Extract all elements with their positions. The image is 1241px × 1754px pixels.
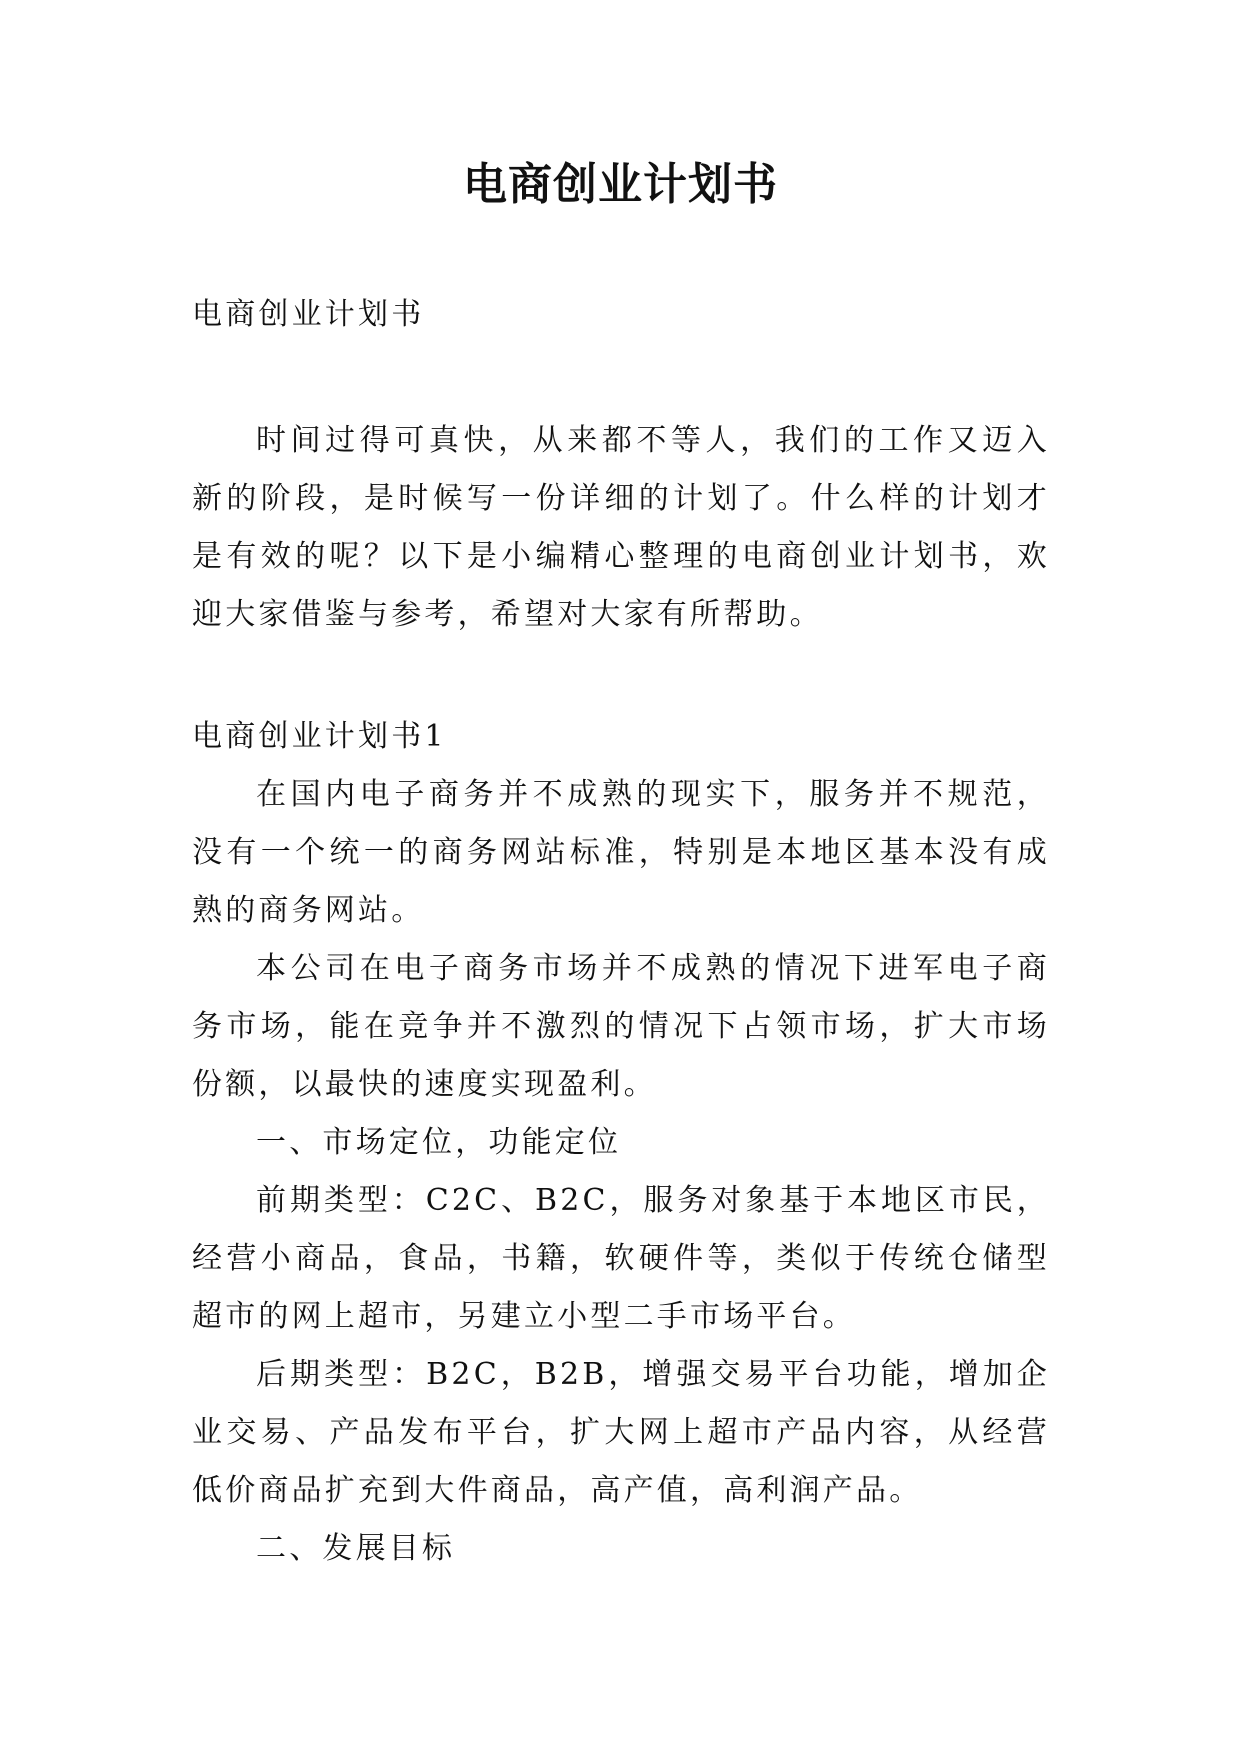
body-paragraph: 前期类型：C2C、B2C，服务对象基于本地区市民，经营小商品，食品，书籍，软硬件等，类似于传统仓储型超市的网上超市，另建立小型二手市场平台。	[192, 1183, 1050, 1334]
section-subheading: 二、发展目标	[256, 1531, 456, 1566]
body-paragraph: 本公司在电子商务市场并不成熟的情况下进军电子商务市场，能在竞争并不激烈的情况下占领市场，扩大市场份额，以最快的速度实现盈利。	[192, 951, 1050, 1102]
section-subheading: 一、市场定位，功能定位	[256, 1125, 622, 1160]
section-heading: 电商创业计划书1	[192, 719, 447, 754]
intro-paragraph: 时间过得可真快，从来都不等人，我们的工作又迈入新的阶段，是时候写一份详细的计划了。什么样的计划才是有效的呢？以下是小编精心整理的电商创业计划书，欢迎大家借鉴与参考，希望对大家有所帮助。	[192, 423, 1050, 632]
body-paragraph: 在国内电子商务并不成熟的现实下，服务并不规范，没有一个统一的商务网站标准，特别是本地区基本没有成熟的商务网站。	[192, 777, 1050, 928]
document-subtitle: 电商创业计划书	[192, 297, 425, 332]
body-paragraph: 后期类型：B2C，B2B，增强交易平台功能，增加企业交易、产品发布平台，扩大网上超市产品内容，从经营低价商品扩充到大件商品，高产值，高利润产品。	[192, 1357, 1050, 1508]
document-title: 电商创业计划书	[463, 159, 778, 210]
document-body	[192, 286, 1050, 1578]
